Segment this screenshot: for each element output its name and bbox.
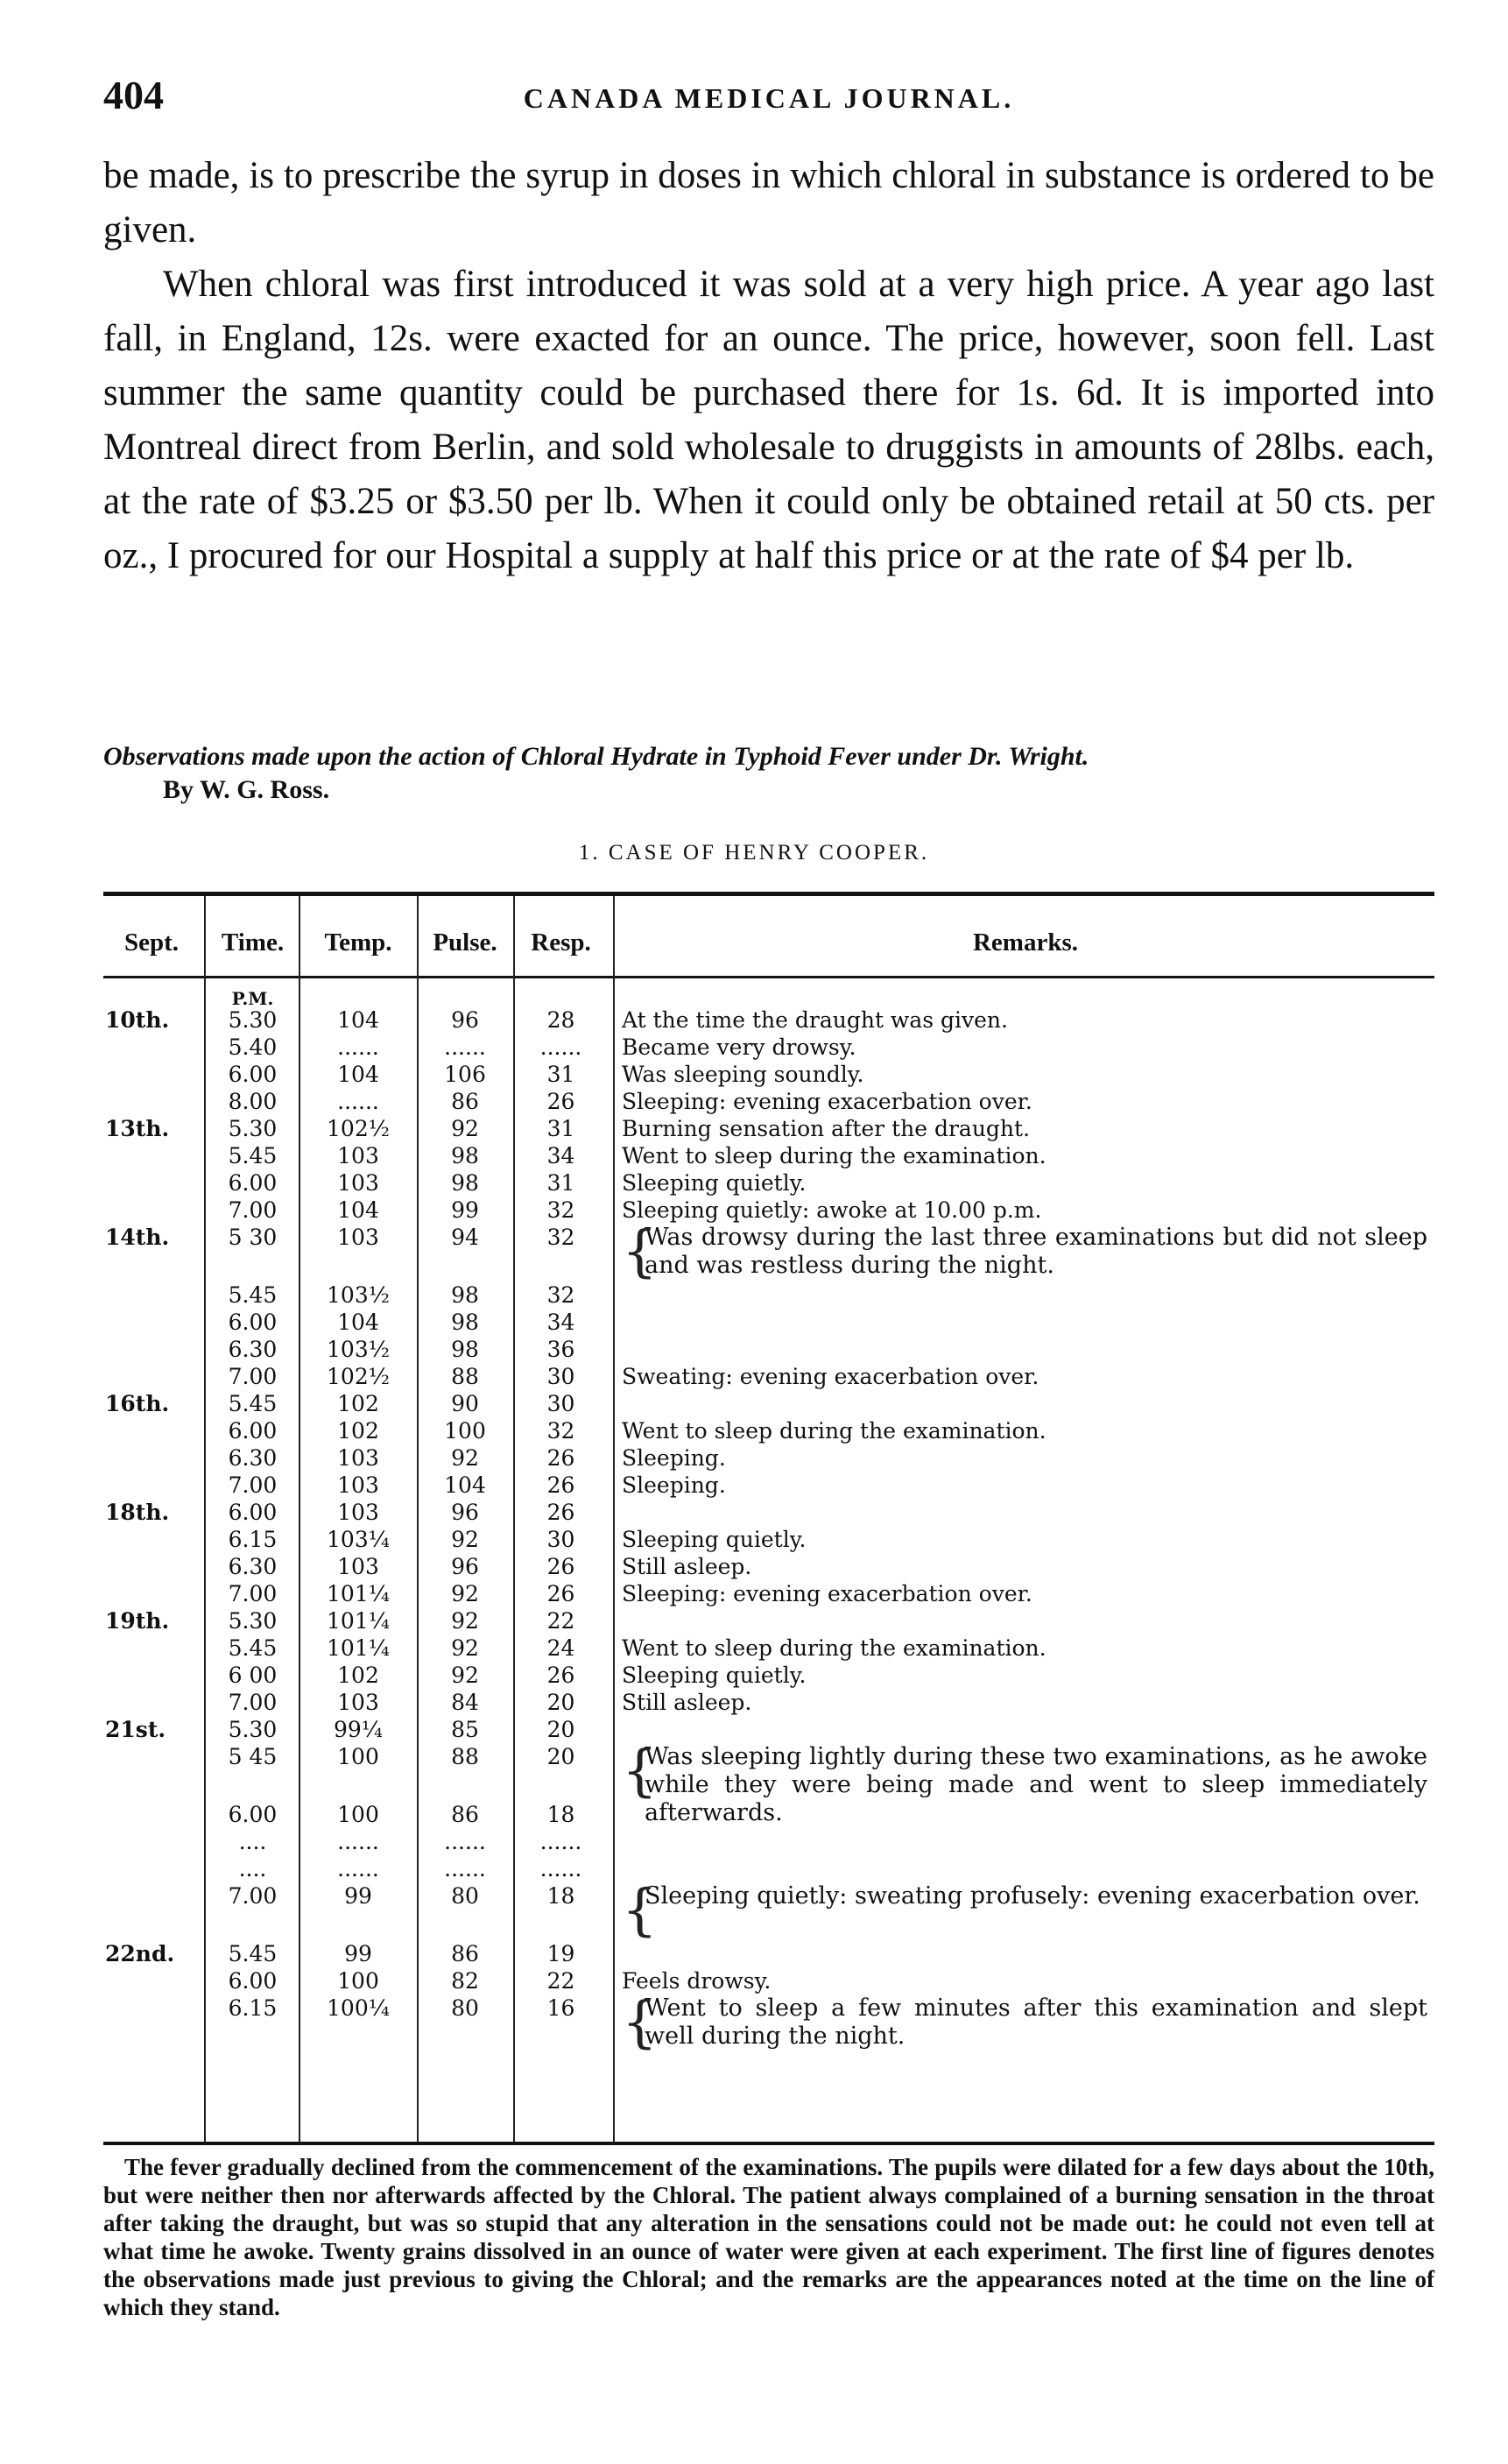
table-row bbox=[103, 1115, 1434, 1142]
table-row bbox=[103, 1444, 1434, 1472]
cell-temp: 100 bbox=[337, 1802, 379, 1827]
cell-remark: Went to sleep during the examination. bbox=[622, 1418, 1046, 1444]
table-row bbox=[103, 1553, 1434, 1580]
footnote bbox=[103, 2153, 1434, 2321]
cell-pulse: 92 bbox=[451, 1581, 479, 1606]
cell-time: 5.45 bbox=[228, 1941, 278, 1966]
cell-sept: 19th. bbox=[105, 1608, 170, 1634]
cell-pulse: 92 bbox=[451, 1116, 479, 1141]
cell-pulse: 106 bbox=[444, 1062, 486, 1087]
cell-pulse: 82 bbox=[451, 1968, 479, 1994]
cell-time: 6.00 bbox=[228, 1062, 278, 1087]
cell-temp: 104 bbox=[337, 1007, 379, 1033]
cell-sept: 14th. bbox=[105, 1225, 170, 1250]
cell-time: 7.00 bbox=[228, 1690, 278, 1715]
table-row bbox=[103, 1197, 1434, 1224]
cell-time: 6.00 bbox=[228, 1418, 278, 1444]
cell-time: 6.30 bbox=[228, 1337, 278, 1362]
table-row bbox=[103, 1940, 1434, 1967]
cell-resp: 32 bbox=[546, 1418, 575, 1444]
table-row bbox=[103, 1689, 1434, 1716]
cell-pulse: 98 bbox=[451, 1310, 479, 1335]
footnote-text: The fever gradually declined from the commencement of the examinations. The pupils were dilated for a few days about the 10th, but were neither then nor afterwards affected by the Chloral. The patient always complained of a burning sensation in the throat after taking the draught, but was so stupid that any alteration in the sensations could not be made out: he could not even tell at what time he awoke. Twenty grains dissolved in an ounce of water were given at each experiment. The first line of figures denotes the observations made just previous to giving the Chloral; and the remarks are the appearances noted at the time on the line of which they stand. bbox=[103, 2154, 1434, 2320]
cell-resp: 18 bbox=[546, 1883, 575, 1909]
cell-time: 6.00 bbox=[228, 1802, 278, 1827]
table-row bbox=[103, 1878, 1434, 1943]
header-time: Time. bbox=[221, 928, 285, 957]
cell-pulse: 92 bbox=[451, 1635, 479, 1661]
cell-pulse: 90 bbox=[451, 1391, 479, 1416]
cell-temp: 103 bbox=[337, 1143, 379, 1168]
cell-resp: 36 bbox=[546, 1337, 575, 1362]
cell-sept: 10th. bbox=[105, 1007, 170, 1033]
header-remarks: Remarks. bbox=[972, 928, 1078, 957]
cell-remark: Sleeping quietly. bbox=[622, 1170, 807, 1196]
cell-pulse: 96 bbox=[451, 1554, 479, 1579]
cell-time: 5.45 bbox=[228, 1391, 278, 1416]
table-row bbox=[103, 1828, 1434, 1855]
brace-glyph: { bbox=[622, 1739, 658, 1804]
case-title: 1. CASE OF HENRY COOPER. bbox=[578, 841, 930, 865]
cell-temp: 102½ bbox=[327, 1364, 390, 1389]
table-row bbox=[103, 1281, 1434, 1309]
cell-time: 6.00 bbox=[228, 1968, 278, 1994]
cell-remark: Sleeping: evening exacerbation over. bbox=[622, 1089, 1032, 1114]
cell-temp: 99 bbox=[344, 1883, 372, 1909]
cell-temp: 100 bbox=[337, 1968, 379, 1994]
cell-pulse: 98 bbox=[451, 1143, 479, 1168]
cell-pulse: 92 bbox=[451, 1663, 479, 1688]
cell-pulse: 96 bbox=[451, 1007, 479, 1033]
cell-resp: 26 bbox=[546, 1472, 575, 1498]
table-row bbox=[103, 1607, 1434, 1634]
cell-temp: 104 bbox=[337, 1062, 379, 1087]
cell-resp: 26 bbox=[546, 1663, 575, 1688]
cell-resp: ...... bbox=[539, 1034, 582, 1060]
table-row bbox=[103, 1142, 1434, 1169]
brace-glyph: { bbox=[622, 1219, 658, 1284]
cell-remark: Sleeping: evening exacerbation over. bbox=[622, 1581, 1032, 1606]
cell-pulse: 92 bbox=[451, 1445, 479, 1471]
table-row bbox=[103, 1034, 1434, 1061]
cell-remark: Sleeping. bbox=[622, 1445, 726, 1471]
table-row bbox=[103, 1363, 1434, 1390]
table-row bbox=[103, 1662, 1434, 1689]
cell-resp: 20 bbox=[546, 1717, 575, 1742]
cell-temp: 103½ bbox=[327, 1282, 390, 1308]
cell-pulse: 86 bbox=[451, 1941, 479, 1966]
cell-remark: Still asleep. bbox=[622, 1554, 752, 1579]
cell-pulse: 98 bbox=[451, 1337, 479, 1362]
cell-resp: 28 bbox=[546, 1007, 575, 1033]
cell-remark: Sleeping quietly. bbox=[622, 1527, 807, 1552]
remark-text: Was sleeping lightly during these two examinations, as he awoke while they were being made and went to sleep immediately afterwards. bbox=[645, 1743, 1427, 1826]
cell-remark: Feels drowsy. bbox=[622, 1968, 772, 1994]
header-resp: Resp. bbox=[531, 928, 591, 957]
cell-resp: 26 bbox=[546, 1089, 575, 1114]
cell-resp: 20 bbox=[546, 1690, 575, 1715]
table-row bbox=[103, 1006, 1434, 1034]
cell-sept: 21st. bbox=[105, 1717, 166, 1742]
header-temp: Temp. bbox=[324, 928, 392, 957]
header-pulse: Pulse. bbox=[433, 928, 497, 957]
cell-resp: 26 bbox=[546, 1581, 575, 1606]
cell-temp: 103¼ bbox=[327, 1527, 390, 1552]
cell-time: 5.30 bbox=[228, 1717, 278, 1742]
cell-temp: 99¼ bbox=[333, 1717, 384, 1742]
cell-pulse: 86 bbox=[451, 1089, 479, 1114]
cell-temp: 104 bbox=[337, 1197, 379, 1223]
cell-remark: Sleeping quietly. bbox=[622, 1663, 807, 1688]
cell-temp: ...... bbox=[337, 1034, 379, 1060]
cell-time: 5.30 bbox=[228, 1608, 278, 1634]
cell-time: 7.00 bbox=[228, 1581, 278, 1606]
cell-pulse: 104 bbox=[444, 1472, 486, 1498]
cell-time: 6 00 bbox=[228, 1663, 278, 1688]
cell-time: 6.00 bbox=[228, 1500, 278, 1525]
cell-resp: 31 bbox=[546, 1062, 575, 1087]
cell-pulse: 92 bbox=[451, 1527, 479, 1552]
cell-remark: Went to sleep during the examination. bbox=[622, 1143, 1046, 1168]
cell-resp: 20 bbox=[546, 1744, 575, 1769]
cell-time: 6.00 bbox=[228, 1310, 278, 1335]
cell-resp: ...... bbox=[539, 1829, 582, 1854]
cell-remark: Was sleeping soundly. bbox=[622, 1062, 864, 1087]
cell-temp: 103 bbox=[337, 1472, 379, 1498]
cell-temp: 101¼ bbox=[327, 1635, 390, 1661]
table-row bbox=[103, 1967, 1434, 1994]
cell-resp: 22 bbox=[546, 1968, 575, 1994]
table-row bbox=[103, 1990, 1434, 2055]
cell-resp: 32 bbox=[546, 1225, 575, 1250]
cell-resp: 18 bbox=[546, 1802, 575, 1827]
cell-resp: 26 bbox=[546, 1554, 575, 1579]
cell-resp: 30 bbox=[546, 1391, 575, 1416]
cell-resp: 26 bbox=[546, 1445, 575, 1471]
cell-resp: 32 bbox=[546, 1282, 575, 1308]
cell-pulse: 86 bbox=[451, 1802, 479, 1827]
cell-time: 6.30 bbox=[228, 1554, 278, 1579]
table-row bbox=[103, 1417, 1434, 1444]
cell-time: .... bbox=[238, 1829, 267, 1854]
cell-resp: 26 bbox=[546, 1500, 575, 1525]
cell-temp: 103 bbox=[337, 1445, 379, 1471]
table-row bbox=[103, 1219, 1434, 1284]
cell-temp: 103 bbox=[337, 1554, 379, 1579]
remark-text: Was drowsy during the last three examinations but did not sleep and was restless during the night. bbox=[645, 1224, 1427, 1279]
cell-sept: 18th. bbox=[105, 1500, 170, 1525]
header-sept: Sept. bbox=[123, 928, 180, 957]
table-row bbox=[103, 1526, 1434, 1553]
cell-pulse: 94 bbox=[451, 1225, 479, 1250]
cell-pulse: 96 bbox=[451, 1500, 479, 1525]
table-row bbox=[103, 1499, 1434, 1526]
table-row bbox=[103, 1336, 1434, 1363]
cell-time: 7.00 bbox=[228, 1364, 278, 1389]
cell-time: 5.30 bbox=[228, 1007, 278, 1033]
cell-resp: 24 bbox=[546, 1635, 575, 1661]
observations-table bbox=[103, 985, 1434, 2055]
table-row bbox=[103, 1309, 1434, 1336]
cell-remark: Sleeping. bbox=[622, 1472, 726, 1498]
table-row bbox=[103, 1716, 1434, 1743]
table-row bbox=[103, 1061, 1434, 1088]
cell-pulse: 100 bbox=[444, 1418, 486, 1444]
cell-pulse: ...... bbox=[444, 1829, 486, 1854]
table-row bbox=[103, 1580, 1434, 1607]
cell-temp: 99 bbox=[344, 1941, 372, 1966]
cell-pulse: 88 bbox=[451, 1364, 479, 1389]
cell-time: 5.30 bbox=[228, 1116, 278, 1141]
cell-time: 6.15 bbox=[228, 1995, 278, 2021]
cell-temp: 102 bbox=[337, 1418, 379, 1444]
cell-remark: At the time the draught was given. bbox=[622, 1007, 1008, 1033]
table-row bbox=[103, 1169, 1434, 1197]
observations-title: Observations made upon the action of Chloral Hydrate in Typhoid Fever under Dr. Wright. bbox=[103, 742, 1089, 771]
table-top-rule bbox=[103, 892, 1434, 896]
cell-temp: 103 bbox=[337, 1500, 379, 1525]
cell-temp: 100¼ bbox=[327, 1995, 390, 2021]
cell-pulse: 80 bbox=[451, 1995, 479, 2021]
cell-time: 6.00 bbox=[228, 1170, 278, 1196]
cell-pulse: 99 bbox=[451, 1197, 479, 1223]
cell-pulse: 98 bbox=[451, 1282, 479, 1308]
cell-remark: Burning sensation after the draught. bbox=[622, 1116, 1031, 1141]
cell-pulse: 80 bbox=[451, 1883, 479, 1909]
cell-pulse: 92 bbox=[451, 1608, 479, 1634]
cell-resp: 30 bbox=[546, 1364, 575, 1389]
cell-temp: 103½ bbox=[327, 1337, 390, 1362]
cell-temp: ...... bbox=[337, 1856, 379, 1882]
cell-remark bbox=[617, 1878, 1434, 1943]
brace-glyph: { bbox=[622, 1878, 658, 1943]
body-text bbox=[103, 149, 1434, 583]
cell-resp: 31 bbox=[546, 1170, 575, 1196]
table-row bbox=[103, 1801, 1434, 1828]
cell-temp: 102 bbox=[337, 1663, 379, 1688]
running-head: CANADA MEDICAL JOURNAL. bbox=[523, 82, 1015, 114]
table-row bbox=[103, 985, 1434, 1009]
cell-resp: 34 bbox=[546, 1310, 575, 1335]
cell-remark: Still asleep. bbox=[622, 1690, 752, 1715]
cell-resp: 31 bbox=[546, 1116, 575, 1141]
table-row bbox=[103, 1472, 1434, 1499]
table-row bbox=[103, 1390, 1434, 1417]
cell-resp: ...... bbox=[539, 1856, 582, 1882]
cell-remark bbox=[617, 1219, 1434, 1284]
cell-time: 5 30 bbox=[228, 1225, 278, 1250]
cell-remark: Sweating: evening exacerbation over. bbox=[622, 1364, 1039, 1389]
cell-pulse: 84 bbox=[451, 1690, 479, 1715]
cell-remark: Went to sleep during the examination. bbox=[622, 1635, 1046, 1661]
cell-time: 5 45 bbox=[228, 1744, 278, 1769]
cell-pulse: 98 bbox=[451, 1170, 479, 1196]
cell-pulse: 88 bbox=[451, 1744, 479, 1769]
cell-resp: 19 bbox=[546, 1941, 575, 1966]
cell-resp: 30 bbox=[546, 1527, 575, 1552]
cell-time: 7.00 bbox=[228, 1883, 278, 1909]
cell-time: 7.00 bbox=[228, 1197, 278, 1223]
cell-pulse: 85 bbox=[451, 1717, 479, 1742]
cell-temp: 101¼ bbox=[327, 1581, 390, 1606]
cell-time: 5.45 bbox=[228, 1635, 278, 1661]
cell-temp: 103 bbox=[337, 1690, 379, 1715]
cell-resp: 32 bbox=[546, 1197, 575, 1223]
table-caption bbox=[103, 740, 1434, 807]
cell-temp: 100 bbox=[337, 1744, 379, 1769]
cell-pulse: ...... bbox=[444, 1034, 486, 1060]
cell-time: 8.00 bbox=[228, 1089, 278, 1114]
cell-temp: 101¼ bbox=[327, 1608, 390, 1634]
remark-text: Sleeping quietly: sweating profusely: evening exacerbation over. bbox=[645, 1882, 1420, 1910]
table-row bbox=[103, 1855, 1434, 1882]
cell-pulse: ...... bbox=[444, 1856, 486, 1882]
cell-temp: 102 bbox=[337, 1391, 379, 1416]
cell-time: .... bbox=[238, 1856, 267, 1882]
table-bottom-rule bbox=[103, 2142, 1434, 2145]
table-row bbox=[103, 1634, 1434, 1662]
page-number: 404 bbox=[103, 73, 164, 117]
cell-time: 6.30 bbox=[228, 1445, 278, 1471]
author-line: By W. G. Ross. bbox=[163, 775, 330, 804]
cell-temp: ...... bbox=[337, 1089, 379, 1114]
cell-sept: 22nd. bbox=[105, 1941, 175, 1966]
cell-temp: 102½ bbox=[327, 1116, 390, 1141]
cell-remark bbox=[617, 1990, 1434, 2055]
cell-time: 5.45 bbox=[228, 1282, 278, 1308]
cell-remark: Became very drowsy. bbox=[622, 1034, 856, 1060]
page-header bbox=[103, 72, 1434, 124]
brace-glyph: { bbox=[622, 1990, 658, 2055]
cell-sept: 13th. bbox=[105, 1116, 170, 1141]
cell-remark: Sleeping quietly: awoke at 10.00 p.m. bbox=[622, 1197, 1042, 1223]
cell-time: 6.15 bbox=[228, 1527, 278, 1552]
cell-time: 5.40 bbox=[228, 1034, 278, 1060]
cell-temp: ...... bbox=[337, 1829, 379, 1854]
table-header-rule bbox=[103, 976, 1434, 978]
cell-time: P.M. bbox=[231, 988, 274, 1009]
cell-resp: 22 bbox=[546, 1608, 575, 1634]
paragraph-1: be made, is to prescribe the syrup in doses in which chloral in substance is ordered to be given. bbox=[103, 155, 1434, 251]
cell-temp: 103 bbox=[337, 1225, 379, 1250]
paragraph-2: When chloral was first introduced it was sold at a very high price. A year ago last fall, in England, 12s. were exacted for an ounce. The price, however, soon fell. Last summer the same quantity could be purchased there for 1s. 6d. It is imported into Montreal direct from Berlin, and sold wholesale to druggists in amounts of 28lbs. each, at the rate of $3.25 or $3.50 per lb. When it could only be obtained retail at 50 cts. per oz., I procured for our Hospital a supply at half this price or at the rate of $4 per lb. bbox=[103, 264, 1434, 576]
cell-resp: 16 bbox=[546, 1995, 575, 2021]
cell-time: 7.00 bbox=[228, 1472, 278, 1498]
cell-temp: 104 bbox=[337, 1310, 379, 1335]
cell-time: 5.45 bbox=[228, 1143, 278, 1168]
table-row bbox=[103, 1088, 1434, 1115]
cell-sept: 16th. bbox=[105, 1391, 170, 1416]
remark-text: Went to sleep a few minutes after this examination and slept well during the night. bbox=[645, 1994, 1427, 2050]
cell-resp: 34 bbox=[546, 1143, 575, 1168]
cell-temp: 103 bbox=[337, 1170, 379, 1196]
